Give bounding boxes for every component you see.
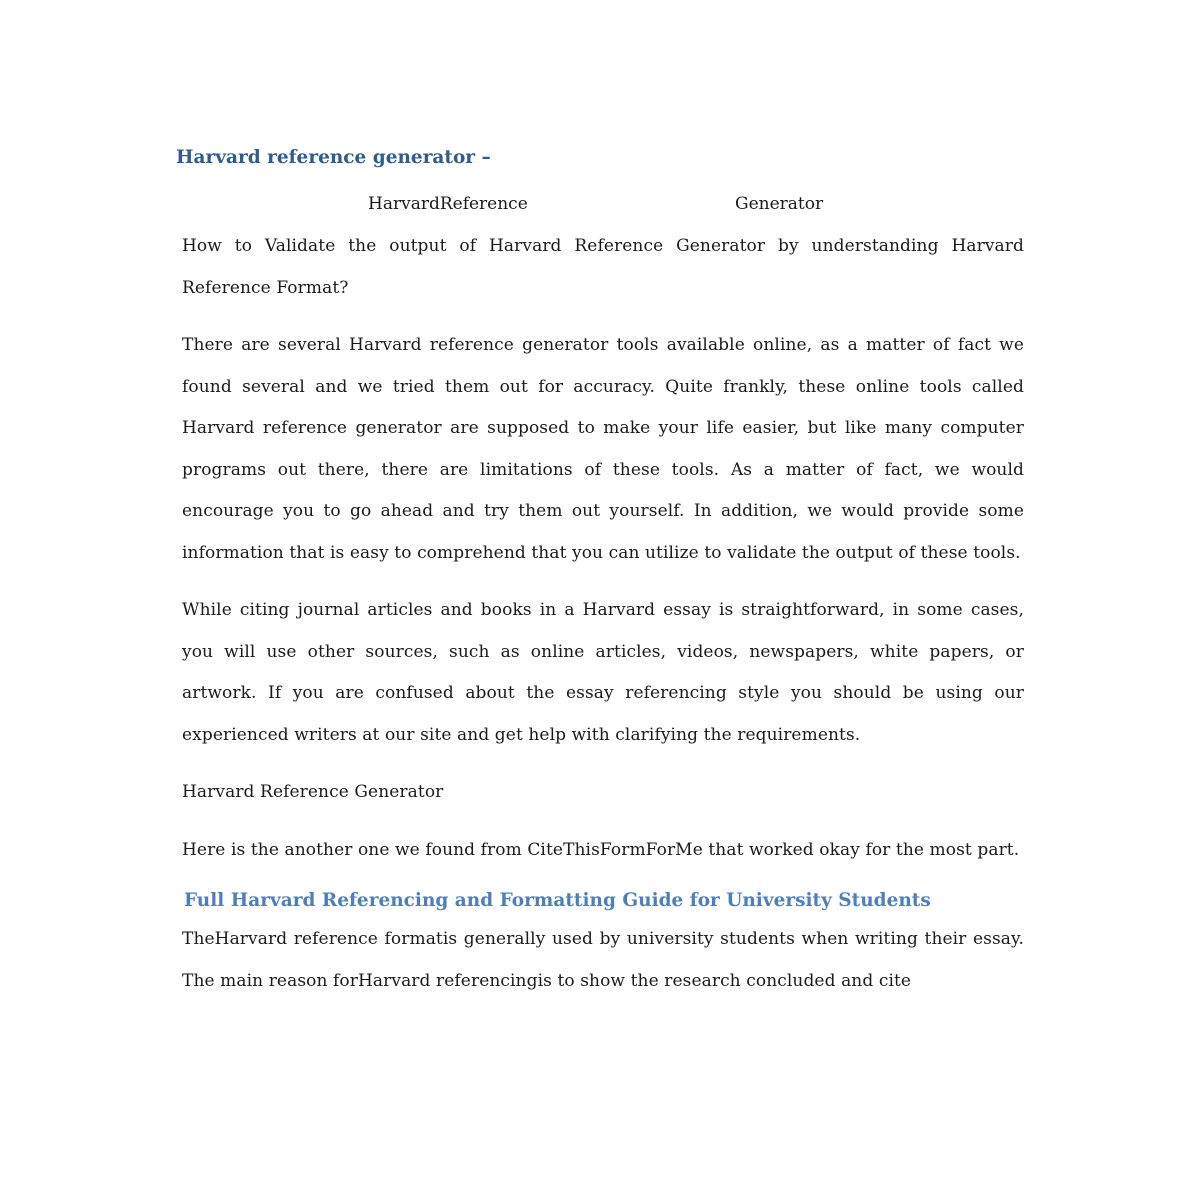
subtitle-line xyxy=(176,184,1024,224)
paragraph-citethisform: Here is the another one we found from CiteThisFormForMe that worked okay for the most part. xyxy=(182,839,1020,860)
subtitle-left: HarvardReference xyxy=(368,194,528,214)
document-page xyxy=(176,140,1024,1002)
paragraph-tools-overview: There are several Harvard reference generator tools available online, as a matter of fact we found several and we tried them out for accuracy. Quite frankly, these online tools called Harvard reference generator are supposed to make your life easier, but like many computer programs out there, there are limitations of these tools. As a matter of fact, we would encourage you to go ahead and try them out yourself. In addition, we would provide some information that is easy to comprehend that you can utilize to validate the output of these tools. xyxy=(182,335,1024,563)
paragraph-citing-sources: While citing journal articles and books in a Harvard essay is straightforward, in some cases, you will use other sources, such as online articles, videos, newspapers, white papers, or artwork. If you are confused about the essay referencing style you should be using our experienced writers at our site and get help with clarifying the requirements. xyxy=(182,600,1024,745)
question-paragraph: How to Validate the output of Harvard Reference Generator by understanding Harvard Reference Format? xyxy=(182,236,1024,298)
generator-label: Harvard Reference Generator xyxy=(182,782,444,802)
page-title: Harvard reference generator – xyxy=(176,147,491,168)
section-heading: Full Harvard Referencing and Formatting Guide for University Students xyxy=(184,890,931,911)
subtitle-right: Generator xyxy=(735,194,824,214)
paragraph-harvard-format: TheHarvard reference formatis generally used by university students when writing their essay. The main reason forHarvard referencingis to show the research concluded and cite xyxy=(182,929,1024,991)
